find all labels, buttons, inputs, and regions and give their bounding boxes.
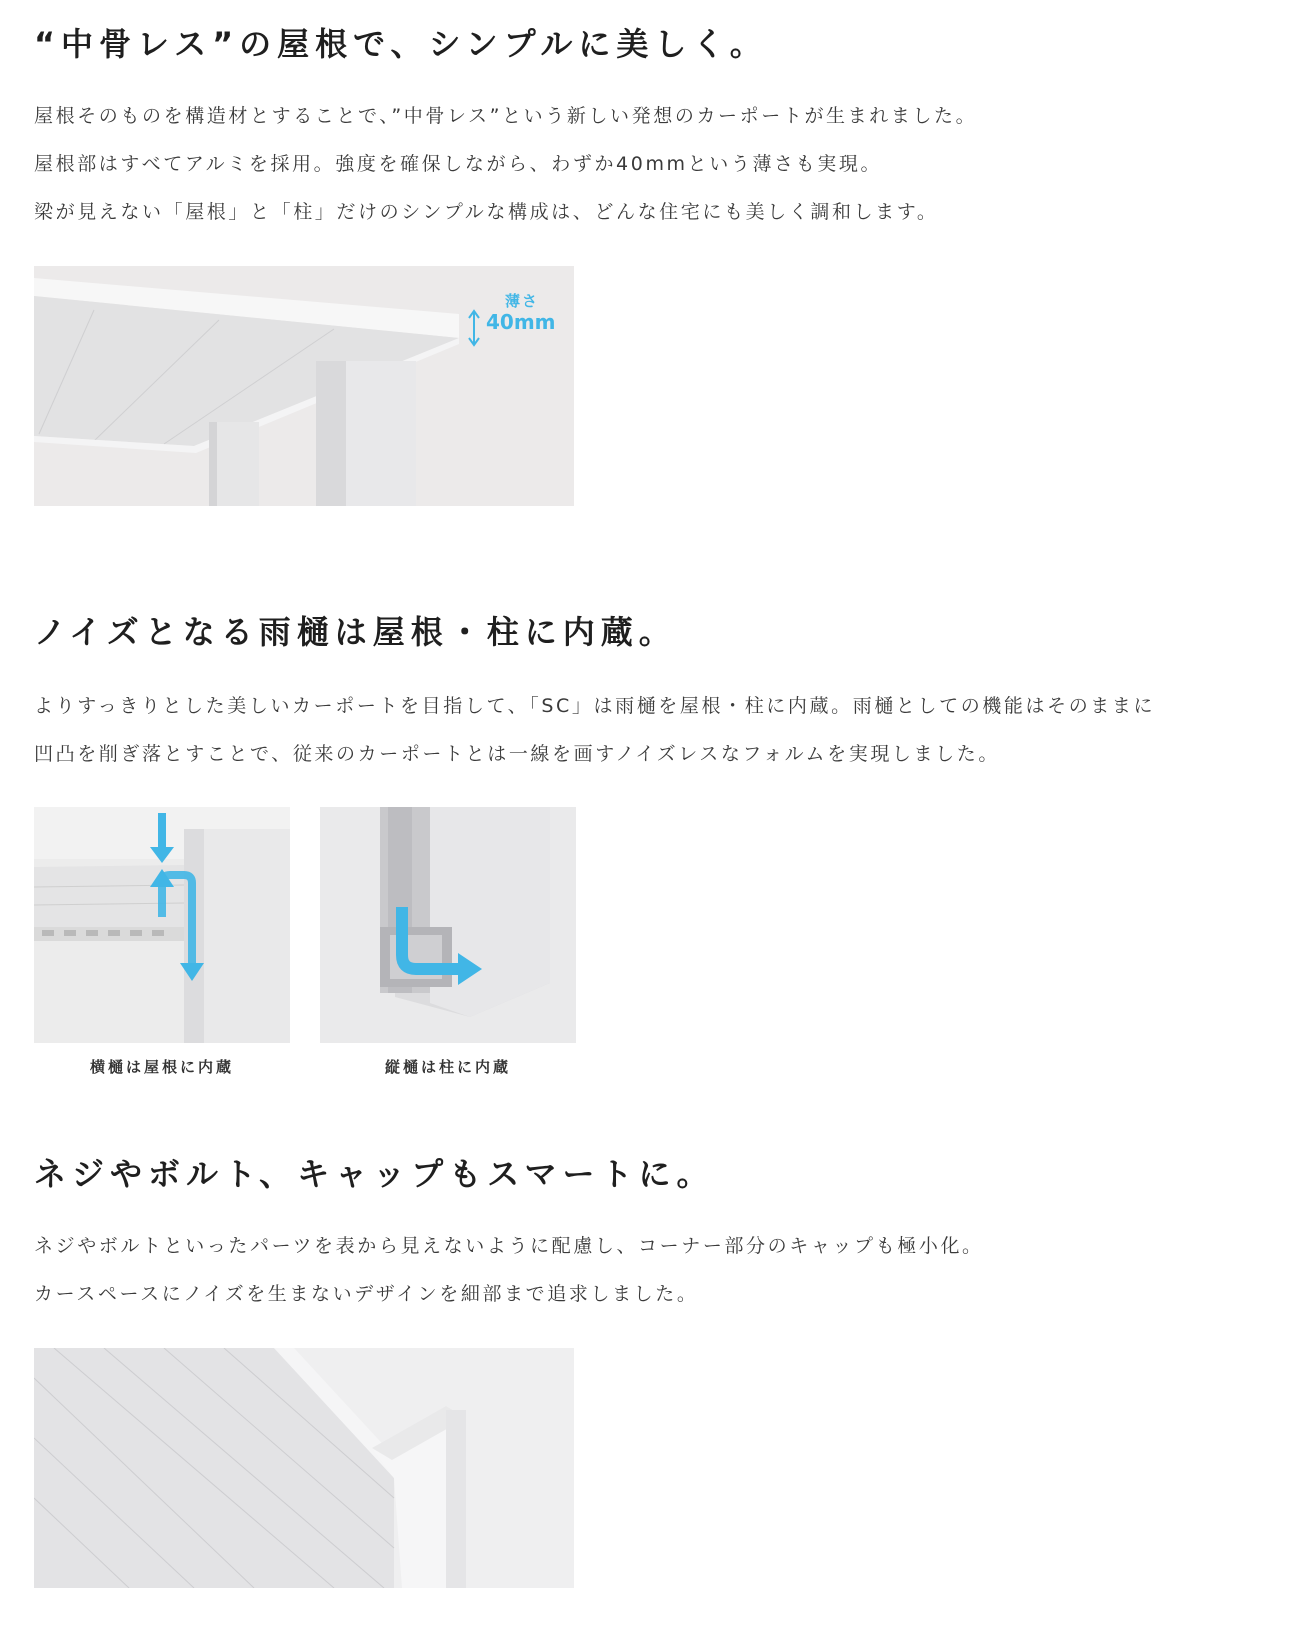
body-line: カースペースにノイズを生まないデザインを細部まで追求しました。 [34, 1283, 699, 1305]
caption-roof-gutter: 横樋は屋根に内蔵 [89, 1058, 234, 1076]
section-fasteners [34, 1154, 1294, 1194]
body-line: ネジやボルトといったパーツを表から見えないように配慮し、コーナー部分のキャップも極小化。 [34, 1235, 984, 1257]
roof-gutter-photo [34, 807, 290, 1043]
section-heading: “中骨レス”の屋根で、シンプルに美しく。 [34, 25, 768, 63]
body-line: 梁が見えない「屋根」と「柱」だけのシンプルな構成は、どんな住宅にも美しく調和します。 [34, 201, 939, 223]
section-heading: ネジやボルト、キャップもスマートに。 [34, 1155, 715, 1193]
body-line: よりすっきりとした美しいカーポートを目指して、「SC」は雨樋を屋根・柱に内蔵。雨樋としての機能はそのままに [34, 695, 1156, 717]
section-roof-body [34, 92, 1294, 236]
caption-post-gutter: 縦樋は柱に内蔵 [384, 1058, 511, 1076]
body-line: 屋根そのものを構造材とすることで、”中骨レス”という新しい発想のカーポートが生まれました。 [34, 105, 978, 127]
section-gutter [34, 612, 1294, 652]
roof-thickness-photo [34, 266, 574, 506]
section-fasteners-body [34, 1222, 1294, 1318]
section-roof [34, 24, 1294, 64]
post-gutter-photo [320, 807, 576, 1043]
section-gutter-body [34, 682, 1294, 778]
thickness-value: 40mm [486, 310, 556, 334]
corner-cap-photo [34, 1348, 574, 1588]
thickness-label: 薄さ [505, 292, 540, 310]
body-line: 屋根部はすべてアルミを採用。強度を確保しながら、わずか40mmという薄さも実現。 [34, 153, 883, 175]
section-heading: ノイズとなる雨樋は屋根・柱に内蔵。 [34, 613, 677, 651]
body-line: 凹凸を削ぎ落とすことで、従来のカーポートとは一線を画すノイズレスなフォルムを実現しました。 [34, 743, 1000, 765]
